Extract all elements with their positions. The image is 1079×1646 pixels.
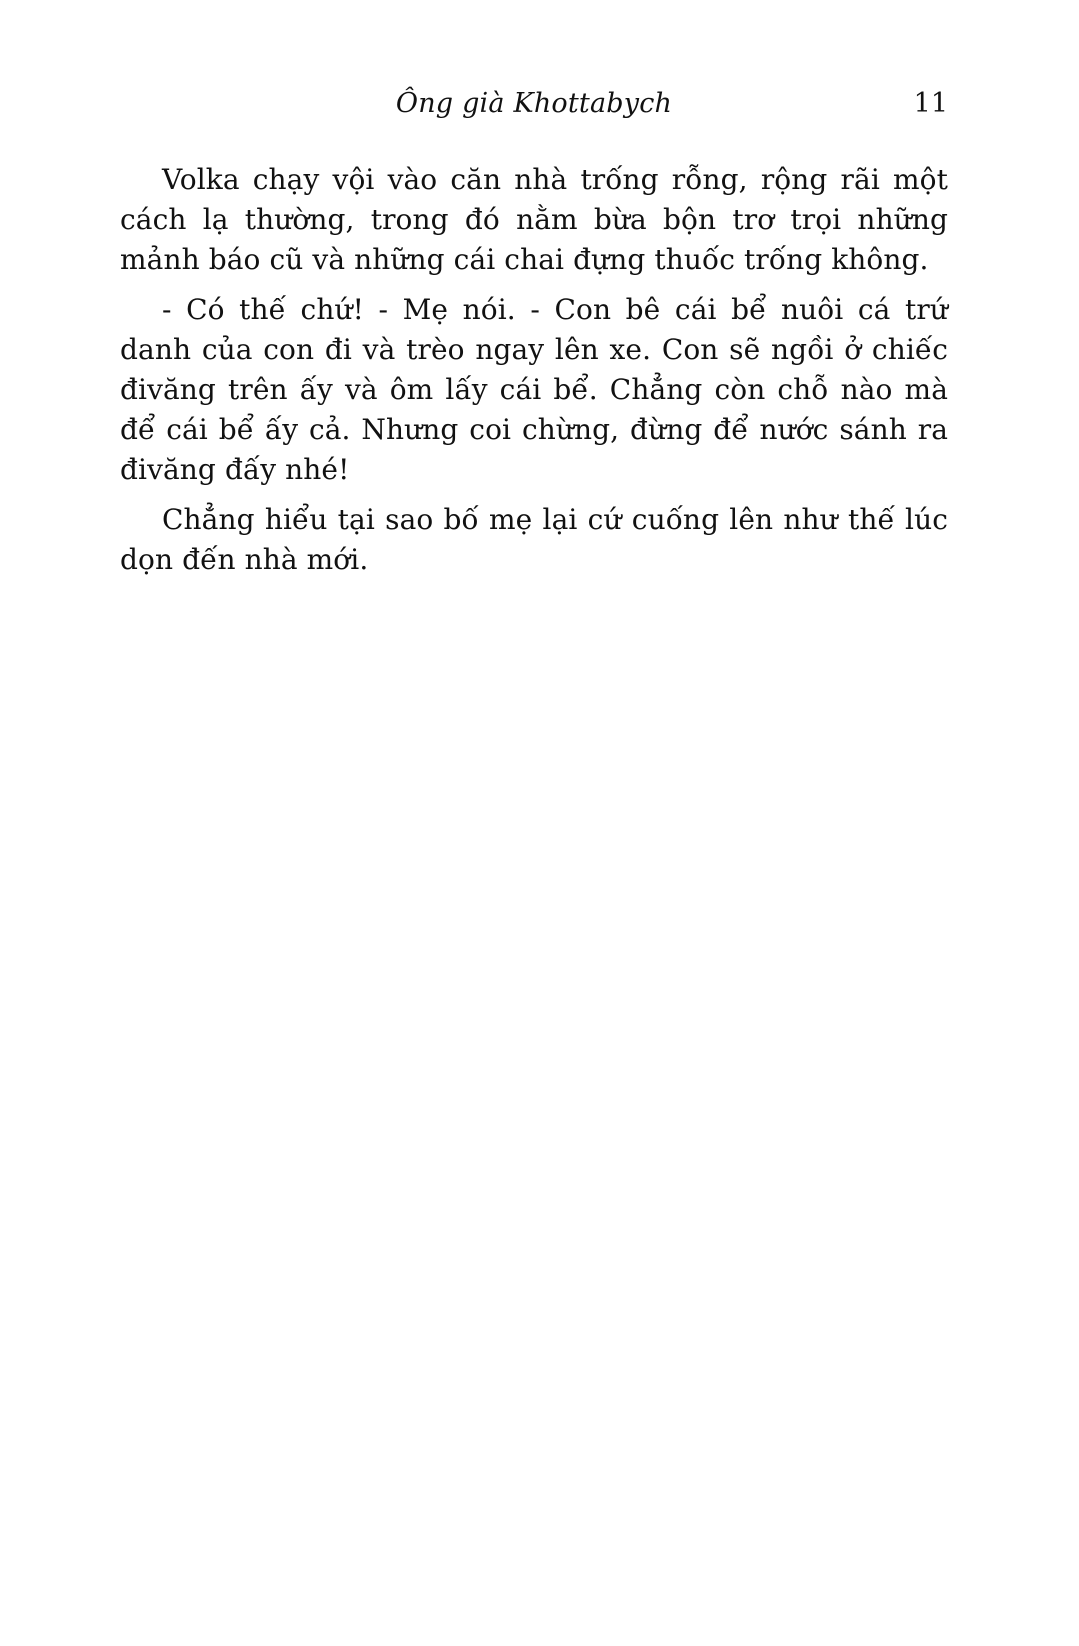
paragraph: Volka chạy vội vào căn nhà trống rỗng, rộng rãi một cách lạ thường, trong đó nằm bừa bộn trơ trọi những mảnh báo cũ và những cái chai đựng thuốc trống không.: [120, 163, 948, 276]
paragraph: - Có thế chứ! - Mẹ nói. - Con bê cái bể nuôi cá trứ danh của con đi và trèo ngay lên xe. Con sẽ ngồi ở chiếc đivăng trên ấy và ôm lấy cái bể. Chẳng còn chỗ nào mà để cái bể ấy cả. Nhưng coi chừng, đừng để nước sánh ra đivăng đấy nhé!: [120, 293, 948, 486]
paragraph: Chẳng hiểu tại sao bố mẹ lại cứ cuống lên như thế lúc dọn đến nhà mới.: [120, 503, 948, 576]
running-header: [120, 84, 948, 124]
body-text: [120, 160, 948, 590]
page-number: 11: [913, 88, 948, 119]
running-title: Ông già Khottabych: [395, 88, 673, 119]
